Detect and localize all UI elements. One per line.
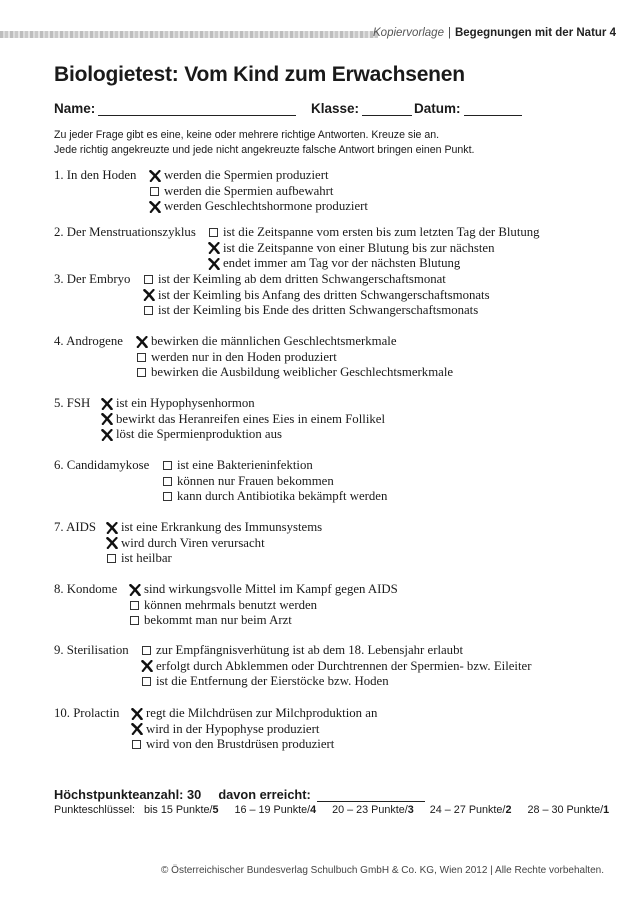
answer-option[interactable] [106, 520, 322, 536]
answer-text: ist die Entfernung der Eierstöcke bzw. Hoden [156, 674, 389, 689]
checkbox-icon[interactable] [137, 368, 146, 377]
answer-text: ist die Zeitspanne von einer Blutung bis zur nächsten [223, 240, 495, 255]
book-title: Begegnungen mit der Natur 4 [454, 27, 616, 39]
copyright-footer: © Österreichischer Bundesverlag Schulbuch GmbH & Co. KG, Wien 2012 | Alle Rechte vorbehalten. [161, 865, 604, 876]
checkbox-icon[interactable] [137, 353, 146, 362]
checkbox-icon[interactable] [209, 228, 218, 237]
decorative-stripe [0, 31, 378, 38]
answer-text: können mehrmals benutzt werden [144, 597, 318, 612]
question-item [54, 396, 594, 446]
answer-text: bewirken die Ausbildung weiblicher Geschlechtsmerkmale [151, 365, 454, 380]
achieved-label: davon erreicht: [218, 787, 311, 802]
checkbox-icon[interactable] [142, 677, 151, 686]
answer-text: ist ein Hypophysenhormon [116, 396, 255, 410]
answer-text: werden die Spermien aufbewahrt [164, 183, 334, 198]
answer-option[interactable] [143, 303, 478, 319]
checked-cross-icon[interactable] [131, 723, 143, 735]
answer-text: löst die Spermienproduktion aus [116, 427, 282, 442]
answer-text: sind wirkungsvolle Mittel im Kampf gegen AIDS [144, 582, 398, 596]
answer-text: regt die Milchdrüsen zur Milchproduktion an [146, 706, 378, 720]
answer-option[interactable] [141, 674, 389, 690]
question-label: 2. Der Menstruationszyklus [54, 225, 196, 239]
grading-key-item: bis 15 Punkte/5 [144, 804, 219, 816]
answer-option[interactable] [208, 256, 460, 272]
answer-option[interactable] [141, 643, 463, 659]
page-header [0, 0, 640, 42]
checkbox-icon[interactable] [144, 306, 153, 315]
checked-cross-icon[interactable] [101, 398, 113, 410]
answer-option[interactable] [106, 551, 172, 567]
answer-text: wird durch Viren verursacht [121, 535, 265, 550]
answer-option[interactable] [101, 396, 255, 412]
max-points-line [54, 787, 425, 802]
checked-cross-icon[interactable] [129, 584, 141, 596]
answer-text: werden Geschlechtshormone produziert [164, 199, 368, 214]
answer-option[interactable] [131, 722, 319, 738]
kopiervorlage-label: Kopiervorlage [373, 27, 444, 39]
checked-cross-icon[interactable] [131, 708, 143, 720]
checkbox-icon[interactable] [144, 275, 153, 284]
answer-option[interactable] [136, 350, 337, 366]
grading-key-item: 28 – 30 Punkte/1 [527, 804, 610, 816]
grading-key-item: 16 – 19 Punkte/4 [234, 804, 317, 816]
checked-cross-icon[interactable] [136, 336, 148, 348]
answer-option[interactable] [141, 659, 531, 675]
grading-key-item: 20 – 23 Punkte/3 [332, 804, 414, 816]
question-label: 3. Der Embryo [54, 272, 131, 286]
answer-text: ist der Keimling bis Ende des dritten Schwangerschaftsmonats [158, 303, 479, 318]
checked-cross-icon[interactable] [149, 170, 161, 182]
answer-option[interactable] [106, 536, 265, 552]
checkbox-icon[interactable] [132, 740, 141, 749]
question-item [54, 706, 594, 756]
checked-cross-icon[interactable] [101, 413, 113, 425]
checked-cross-icon[interactable] [141, 660, 153, 672]
question-item [54, 643, 594, 693]
instruction-line: Jede richtig angekreuzte und jede nicht angekreuzte falsche Antwort bringen einen Punkt. [54, 143, 475, 156]
checkbox-icon[interactable] [150, 187, 159, 196]
datum-label: Datum: [414, 101, 461, 116]
grading-key [54, 804, 622, 816]
answer-text: bewirkt das Heranreifen eines Eies in einem Follikel [116, 411, 386, 426]
answer-text: ist der Keimling bis Anfang des dritten Schwangerschaftsmonats [158, 287, 490, 302]
checkbox-icon[interactable] [163, 492, 172, 501]
answer-option[interactable] [143, 288, 490, 304]
question-item [54, 168, 594, 218]
klasse-label: Klasse: [311, 101, 360, 116]
answer-text: ist die Zeitspanne vom ersten bis zum letzten Tag der Blutung [223, 225, 540, 239]
answer-option[interactable] [162, 489, 387, 505]
checkbox-icon[interactable] [107, 554, 116, 563]
question-item [54, 272, 594, 322]
checkbox-icon[interactable] [130, 601, 139, 610]
checkbox-icon[interactable] [130, 616, 139, 625]
answer-text: endet immer am Tag vor der nächsten Blutung [223, 256, 461, 271]
answer-text: wird in der Hypophyse produziert [146, 721, 320, 736]
klasse-line[interactable] [362, 102, 412, 116]
klasse-field[interactable] [311, 101, 412, 116]
question-label: 6. Candidamykose [54, 458, 150, 472]
answer-option[interactable] [149, 199, 368, 215]
checked-cross-icon[interactable] [106, 522, 118, 534]
answer-option[interactable] [136, 334, 397, 350]
question-label: 7. AIDS [54, 520, 96, 534]
answer-text: kann durch Antibiotika bekämpft werden [177, 489, 388, 504]
answer-option[interactable] [208, 241, 495, 257]
question-label: 4. Androgene [54, 334, 123, 348]
answer-text: zur Empfängnisverhütung ist ab dem 18. Lebensjahr erlaubt [156, 643, 464, 657]
answer-option[interactable] [149, 184, 334, 200]
answer-option[interactable] [131, 737, 334, 753]
question-item [54, 520, 594, 570]
name-field[interactable] [54, 101, 296, 116]
checked-cross-icon[interactable] [101, 429, 113, 441]
header-labels [373, 27, 616, 39]
page-title: Biologietest: Vom Kind zum Erwachsenen [54, 63, 465, 86]
answer-option[interactable] [129, 613, 292, 629]
answer-option[interactable] [129, 598, 317, 614]
question-label: 9. Sterilisation [54, 643, 129, 657]
answer-text: ist heilbar [121, 551, 172, 566]
answer-text: bewirken die männlichen Geschlechtsmerkmale [151, 334, 397, 348]
question-item [54, 582, 594, 632]
question-label: 8. Kondome [54, 582, 118, 596]
instructions [54, 128, 594, 157]
answer-option[interactable] [143, 272, 446, 288]
answer-option[interactable] [149, 168, 329, 184]
answer-option[interactable] [162, 458, 313, 474]
datum-field[interactable] [414, 101, 522, 116]
question-item [54, 334, 594, 384]
answer-text: können nur Frauen bekommen [177, 473, 334, 488]
answer-option[interactable] [136, 365, 453, 381]
name-line[interactable] [98, 102, 296, 116]
grading-key-label: Punkteschlüssel: [54, 804, 136, 816]
answer-option[interactable] [101, 427, 282, 443]
checkbox-icon[interactable] [142, 646, 151, 655]
checked-cross-icon[interactable] [106, 537, 118, 549]
checkbox-icon[interactable] [163, 461, 172, 470]
answer-text: werden nur in den Hoden produziert [151, 349, 337, 364]
answer-option[interactable] [129, 582, 398, 598]
answer-text: ist eine Erkrankung des Immunsystems [121, 520, 323, 534]
answer-option[interactable] [208, 225, 540, 241]
name-label: Name: [54, 101, 96, 116]
question-label: 10. Prolactin [54, 706, 120, 720]
grading-key-item: 24 – 27 Punkte/2 [429, 804, 512, 816]
answer-text: bekommt man nur beim Arzt [144, 613, 292, 628]
answer-text: werden die Spermien produziert [164, 168, 329, 182]
answer-text: ist der Keimling ab dem dritten Schwangerschaftsmonat [158, 272, 446, 286]
datum-line[interactable] [464, 102, 522, 116]
answer-text: ist eine Bakterieninfektion [177, 458, 313, 472]
question-label: 1. In den Hoden [54, 168, 137, 182]
checked-cross-icon[interactable] [208, 258, 220, 270]
header-separator: | [447, 27, 451, 39]
question-item [54, 458, 594, 508]
max-points-label: Höchstpunkteanzahl: 30 [54, 787, 202, 802]
achieved-input-line[interactable] [317, 789, 425, 802]
checked-cross-icon[interactable] [143, 289, 155, 301]
instruction-line: Zu jeder Frage gibt es eine, keine oder mehrere richtige Antworten. Kreuze sie an. [54, 129, 440, 141]
question-item [54, 225, 594, 275]
student-info-fields [54, 101, 574, 119]
question-label: 5. FSH [54, 396, 91, 410]
answer-option[interactable] [131, 706, 377, 722]
answer-option[interactable] [101, 412, 385, 428]
checked-cross-icon[interactable] [208, 242, 220, 254]
answer-option[interactable] [162, 474, 334, 490]
checkbox-icon[interactable] [163, 477, 172, 486]
answer-text: erfolgt durch Abklemmen oder Durchtrennen der Spermien- bzw. Eileiter [156, 658, 532, 673]
checked-cross-icon[interactable] [149, 201, 161, 213]
answer-text: wird von den Brustdrüsen produziert [146, 737, 335, 752]
